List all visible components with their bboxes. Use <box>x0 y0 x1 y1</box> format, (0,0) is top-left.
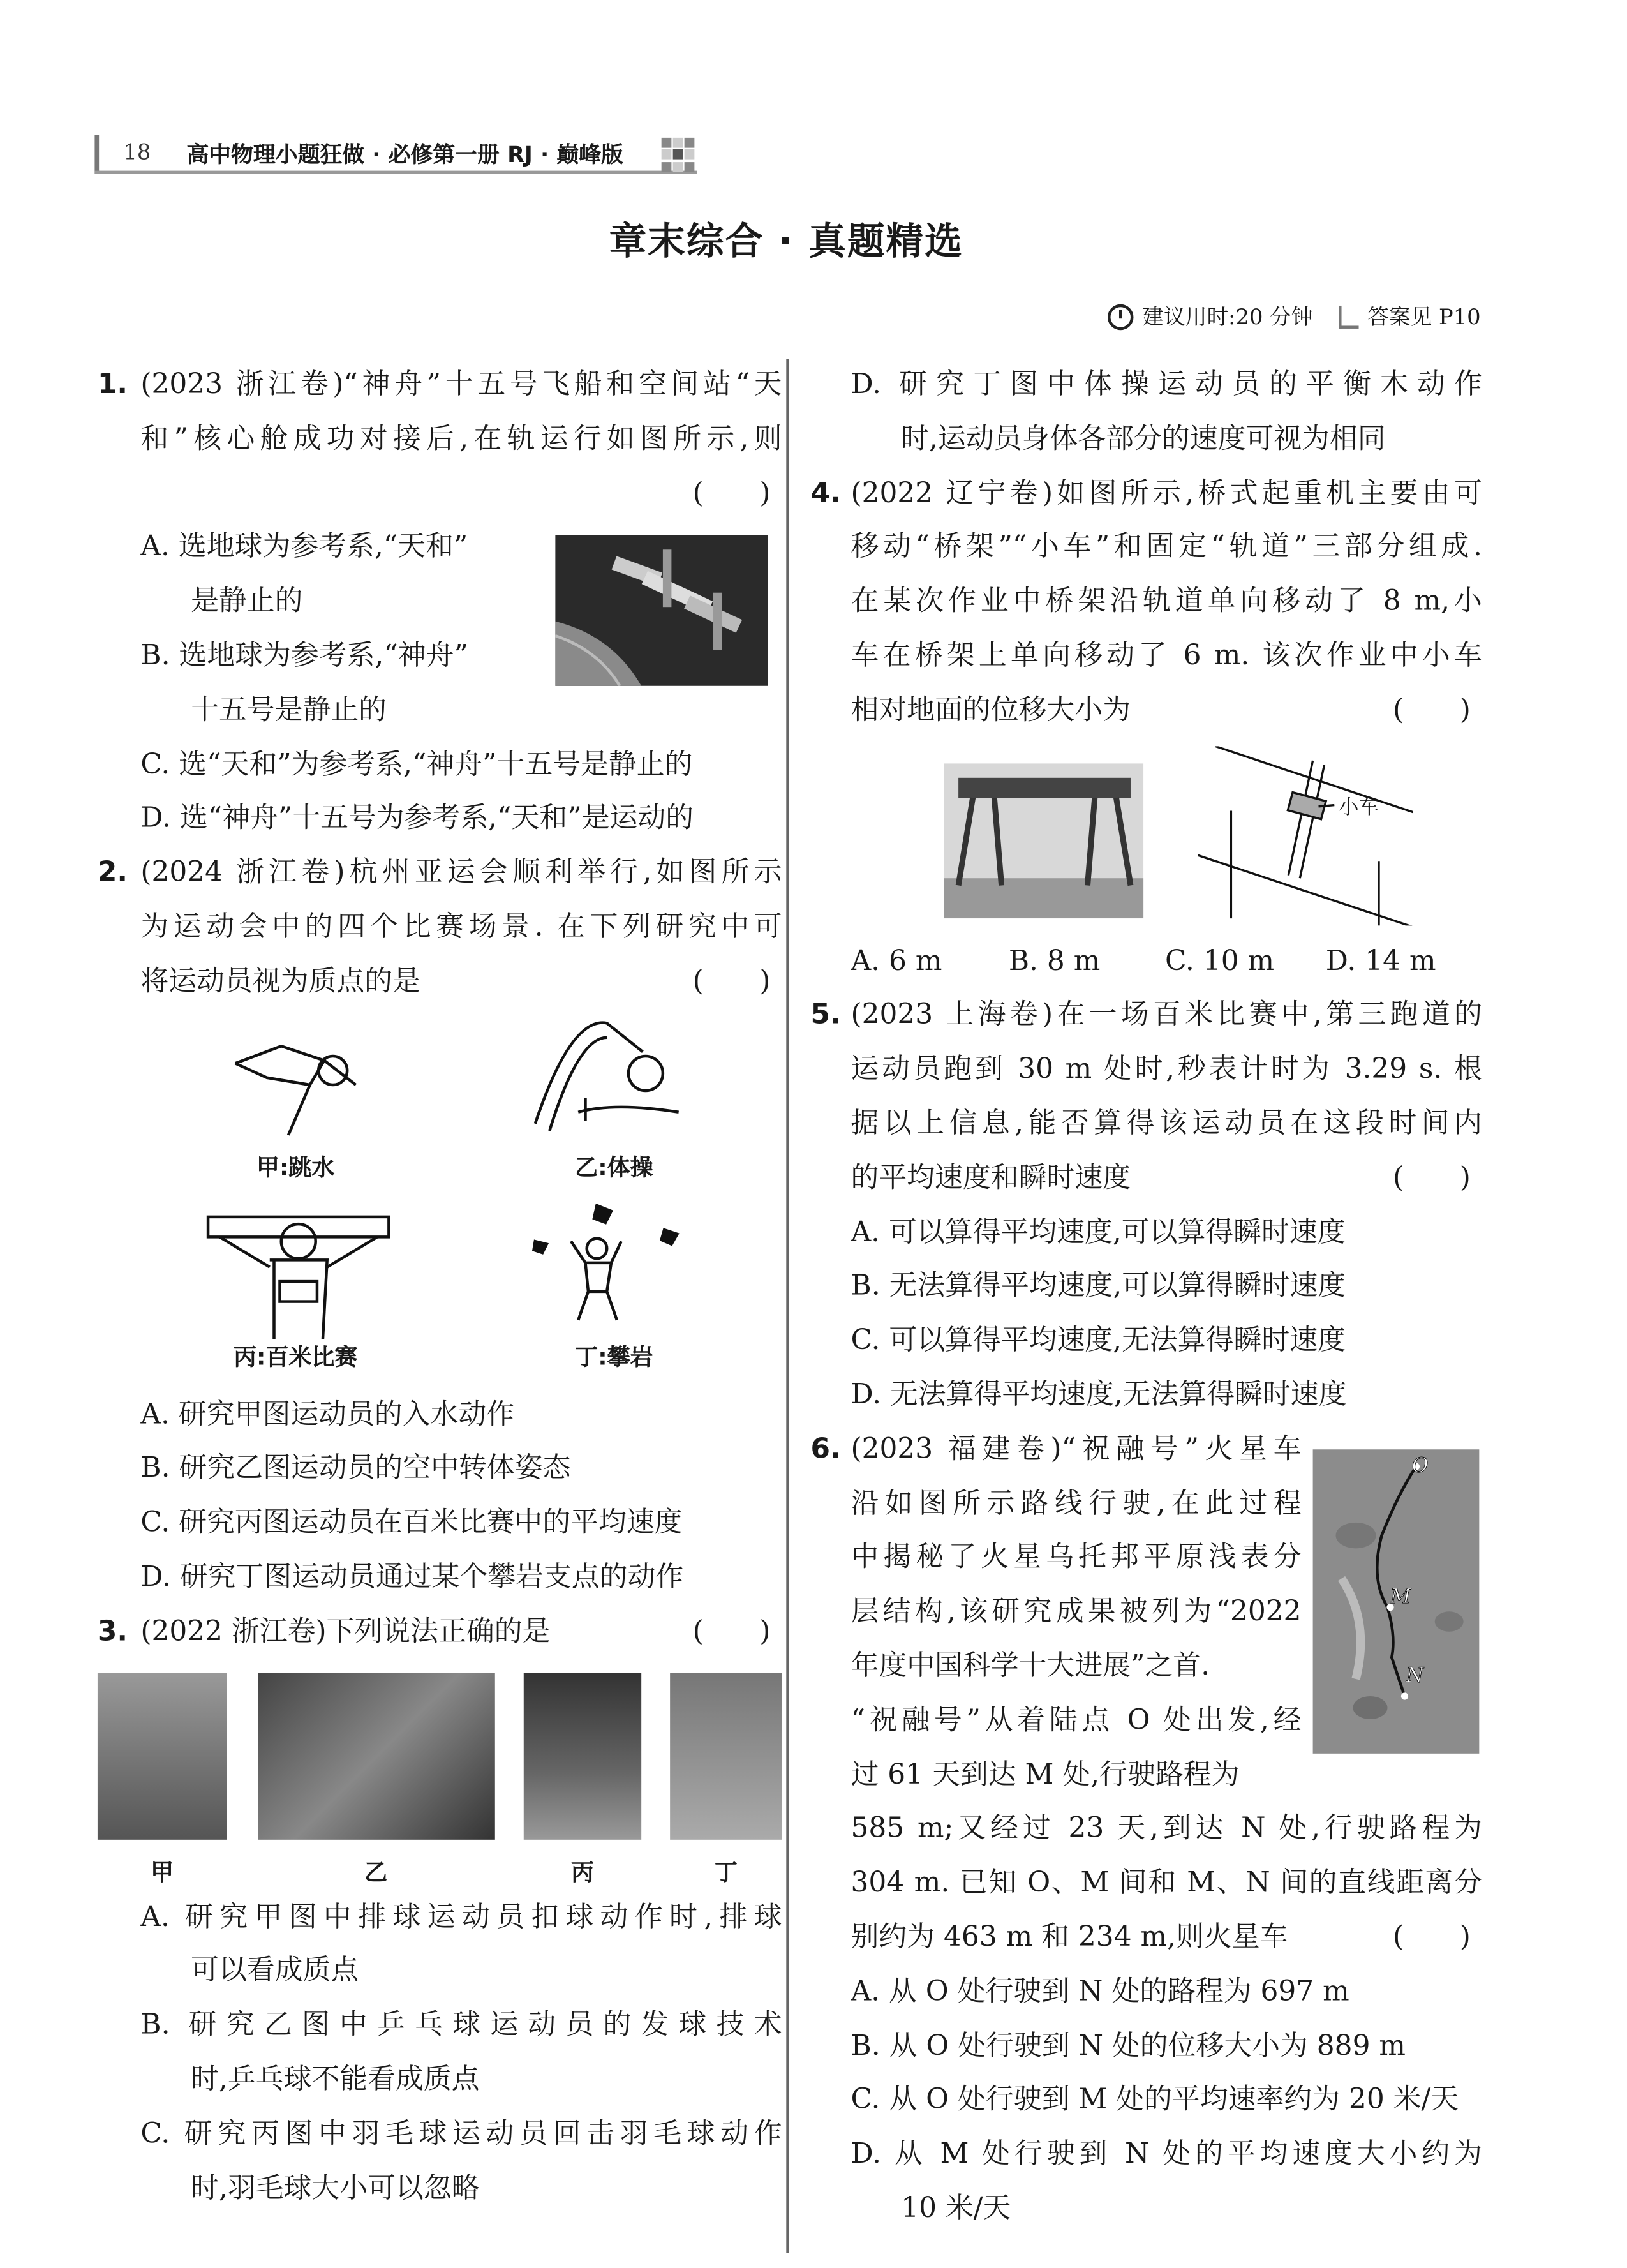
option-a: A. 研究甲图中排球运动员扣球动作时,排球 <box>140 1899 782 1932</box>
option-a: A. 选地球为参考系,“天和” <box>140 530 468 563</box>
grid-logo-icon <box>662 138 696 172</box>
option-d-cont: 10 米/天 <box>901 2191 1011 2225</box>
question-line <box>811 1151 1482 1205</box>
answer-paren: ( ) <box>692 1614 771 1647</box>
question-line <box>98 357 782 412</box>
header-bar <box>94 135 99 174</box>
question-line <box>811 466 1482 520</box>
line-text: (2023 上海卷)在一场百米比赛中,第三跑道的 <box>851 997 1482 1031</box>
question-line: 585 m;又经过 23 天,到达 N 处,行驶路程为 <box>851 1811 1482 1845</box>
page-number: 18 <box>123 139 151 165</box>
option-a-cont: 是静止的 <box>191 584 303 618</box>
question-line: 移动“桥架”“小车”和固定“轨道”三部分组成. <box>851 530 1482 563</box>
option-d: D. 研究丁图中体操运动员的平衡木动作 <box>851 367 1482 401</box>
question-number: 5. <box>810 997 841 1031</box>
q4-options <box>811 934 1482 988</box>
map-label-m: M <box>1390 1585 1411 1608</box>
option-d: D. 研究丁图运动员通过某个攀岩支点的动作 <box>140 1560 684 1593</box>
crane-figure <box>811 737 1482 934</box>
option-c: C. 研究丙图中羽毛球运动员回击羽毛球动作 <box>140 2116 782 2149</box>
suggested-time: 建议用时:20 分钟 <box>1142 304 1313 331</box>
option-c-cont: 时,羽毛球大小可以忽略 <box>191 2170 480 2204</box>
question-line: 层结构,该研究成果被列为“2022 <box>851 1594 1302 1628</box>
question-line: 中揭秘了火星乌托邦平原浅表分 <box>851 1540 1302 1574</box>
figure-label: 甲 <box>151 1858 174 1885</box>
question-line: 在某次作业中桥架沿轨道单向移动了 8 m,小 <box>851 584 1482 618</box>
line-text: 的平均速度和瞬时速度 <box>851 1160 1131 1194</box>
option-b: B. 8 m <box>1008 943 1101 977</box>
option-d: D. 选“神舟”十五号为参考系,“天和”是运动的 <box>140 801 694 835</box>
option-d: D. 无法算得平均速度,无法算得瞬时速度 <box>851 1377 1347 1411</box>
question-line: 据以上信息,能否算得该运动员在这段时间内 <box>851 1106 1482 1140</box>
crane-diagram <box>1198 745 1413 925</box>
pen-icon <box>1339 305 1358 328</box>
question-line <box>811 683 1482 737</box>
option-a: A. 研究甲图运动员的入水动作 <box>140 1397 515 1430</box>
option-c: C. 选“天和”为参考系,“神舟”十五号是静止的 <box>140 747 693 780</box>
q3-photos <box>98 1658 782 1889</box>
header-rule <box>94 171 697 174</box>
option-b-cont: 时,乒乓球不能看成质点 <box>191 2062 480 2095</box>
volleyball-photo <box>98 1673 227 1839</box>
badminton-photo <box>524 1673 641 1839</box>
answer-paren: ( ) <box>1392 692 1471 726</box>
line-text: 别约为 463 m 和 234 m,则火星车 <box>851 1920 1288 1953</box>
line-text: (2024 浙江卷)杭州亚运会顺利举行,如图所示 <box>140 855 782 889</box>
question-line: 年度中国科学十大进展”之首. <box>851 1648 1210 1682</box>
book-title: 高中物理小题狂做 · 必修第一册 RJ · 巅峰版 <box>186 142 623 168</box>
option-a: A. 可以算得平均速度,可以算得瞬时速度 <box>851 1214 1346 1248</box>
question-number: 3. <box>97 1614 128 1647</box>
crane-photo <box>944 763 1144 918</box>
answer-blank <box>98 466 782 520</box>
option-c: C. 研究丙图运动员在百米比赛中的平均速度 <box>140 1505 683 1539</box>
alarm-clock-icon <box>1108 304 1133 329</box>
option-b: B. 研究乙图中乒乓球运动员的发球技术 <box>140 2008 782 2041</box>
line-text: (2023 福建卷)“祝融号”火星车 <box>851 1431 1302 1465</box>
table-tennis-photo <box>258 1673 495 1839</box>
line-text: 将运动员视为质点的是 <box>140 964 420 997</box>
figure-label: 丁:攀岩 <box>575 1342 653 1370</box>
option-b: B. 从 O 处行驶到 N 处的位移大小为 889 m <box>851 2028 1406 2062</box>
answer-paren: ( ) <box>692 964 771 997</box>
line-text: 相对地面的位移大小为 <box>851 692 1131 726</box>
answer-paren: ( ) <box>1392 1160 1471 1194</box>
right-column <box>811 357 1482 2235</box>
question-line <box>98 1604 782 1658</box>
question-line <box>98 954 782 1008</box>
line-text: (2022 辽宁卷)如图所示,桥式起重机主要由可 <box>851 475 1482 509</box>
question-line <box>98 846 782 900</box>
answer-paren: ( ) <box>1392 1920 1471 1953</box>
map-label-o: O <box>1411 1454 1429 1478</box>
figure-label: 丁 <box>714 1858 738 1885</box>
line-text: (2022 浙江卷)下列说法正确的是 <box>140 1614 551 1647</box>
question-line: “祝融号”从着陆点 O 处出发,经 <box>851 1703 1302 1736</box>
question-line <box>811 1910 1482 1964</box>
option-c: C. 可以算得平均速度,无法算得瞬时速度 <box>851 1323 1346 1357</box>
option-b: B. 选地球为参考系,“神舟” <box>140 638 468 672</box>
map-label-n: N <box>1406 1664 1424 1687</box>
answer-reference: 答案见 P10 <box>1367 304 1481 331</box>
question-number: 1. <box>97 367 128 401</box>
question-line: 沿如图所示路线行驶,在此过程 <box>851 1486 1302 1519</box>
left-column <box>98 357 782 2215</box>
space-station-photo <box>555 535 768 686</box>
diving-drawing <box>224 1020 368 1142</box>
question-line: 为运动会中的四个比赛场景. 在下列研究中可 <box>140 909 782 943</box>
figure-label: 丙:百米比赛 <box>234 1342 358 1370</box>
option-a: A. 6 m <box>851 943 942 977</box>
line-text: (2023 浙江卷)“神舟”十五号飞船和空间站“天 <box>140 367 782 401</box>
option-d-cont: 时,运动员身体各部分的速度可视为相同 <box>901 421 1386 455</box>
balance-beam-photo <box>670 1673 782 1839</box>
option-a: A. 从 O 处行驶到 N 处的路程为 697 m <box>851 1974 1349 2008</box>
option-b: B. 研究乙图运动员的空中转体姿态 <box>140 1451 571 1484</box>
figure-label: 丙 <box>570 1858 594 1885</box>
figure-label: 乙:体操 <box>575 1153 653 1181</box>
question-line: 过 61 天到达 M 处,行驶路程为 <box>851 1757 1240 1791</box>
figure-label: 甲:跳水 <box>256 1153 335 1181</box>
option-d: D. 从 M 处行驶到 N 处的平均速度大小约为 <box>851 2137 1482 2170</box>
question-line: 车在桥架上单向移动了 6 m. 该次作业中小车 <box>851 638 1482 672</box>
option-b-cont: 十五号是静止的 <box>191 692 387 726</box>
question-line <box>811 1422 1302 1476</box>
option-c: C. 10 m <box>1164 943 1275 977</box>
sports-figure <box>98 1008 782 1387</box>
question-number: 2. <box>97 855 128 889</box>
diagram-label: 小车 <box>1339 796 1379 819</box>
option-c: C. 从 O 处行驶到 M 处的平均速率约为 20 米/天 <box>851 2082 1459 2116</box>
gymnastics-drawing <box>528 1008 686 1137</box>
answer-paren: ( ) <box>692 475 771 509</box>
option-b: B. 无法算得平均速度,可以算得瞬时速度 <box>851 1269 1346 1302</box>
question-line: 运动员跑到 30 m 处时,秒表计时为 3.29 s. 根 <box>851 1052 1482 1086</box>
question-number: 4. <box>810 475 841 509</box>
info-bar <box>1108 301 1480 331</box>
option-d: D. 14 m <box>1325 943 1436 977</box>
question-number: 6. <box>810 1431 841 1465</box>
question-line: 和”核心舱成功对接后,在轨运行如图所示,则 <box>140 421 782 455</box>
option-a-cont: 可以看成质点 <box>191 1953 359 1987</box>
sprint-drawing <box>205 1209 392 1338</box>
mars-route-map <box>1313 1449 1480 1754</box>
climbing-drawing <box>528 1198 701 1334</box>
column-divider <box>786 359 788 2253</box>
question-line: 304 m. 已知 O、M 间和 M、N 间的直线距离分 <box>851 1865 1482 1899</box>
page-title: 章末综合 · 真题精选 <box>609 221 963 264</box>
question-line <box>811 988 1482 1042</box>
figure-label: 乙 <box>364 1858 388 1885</box>
